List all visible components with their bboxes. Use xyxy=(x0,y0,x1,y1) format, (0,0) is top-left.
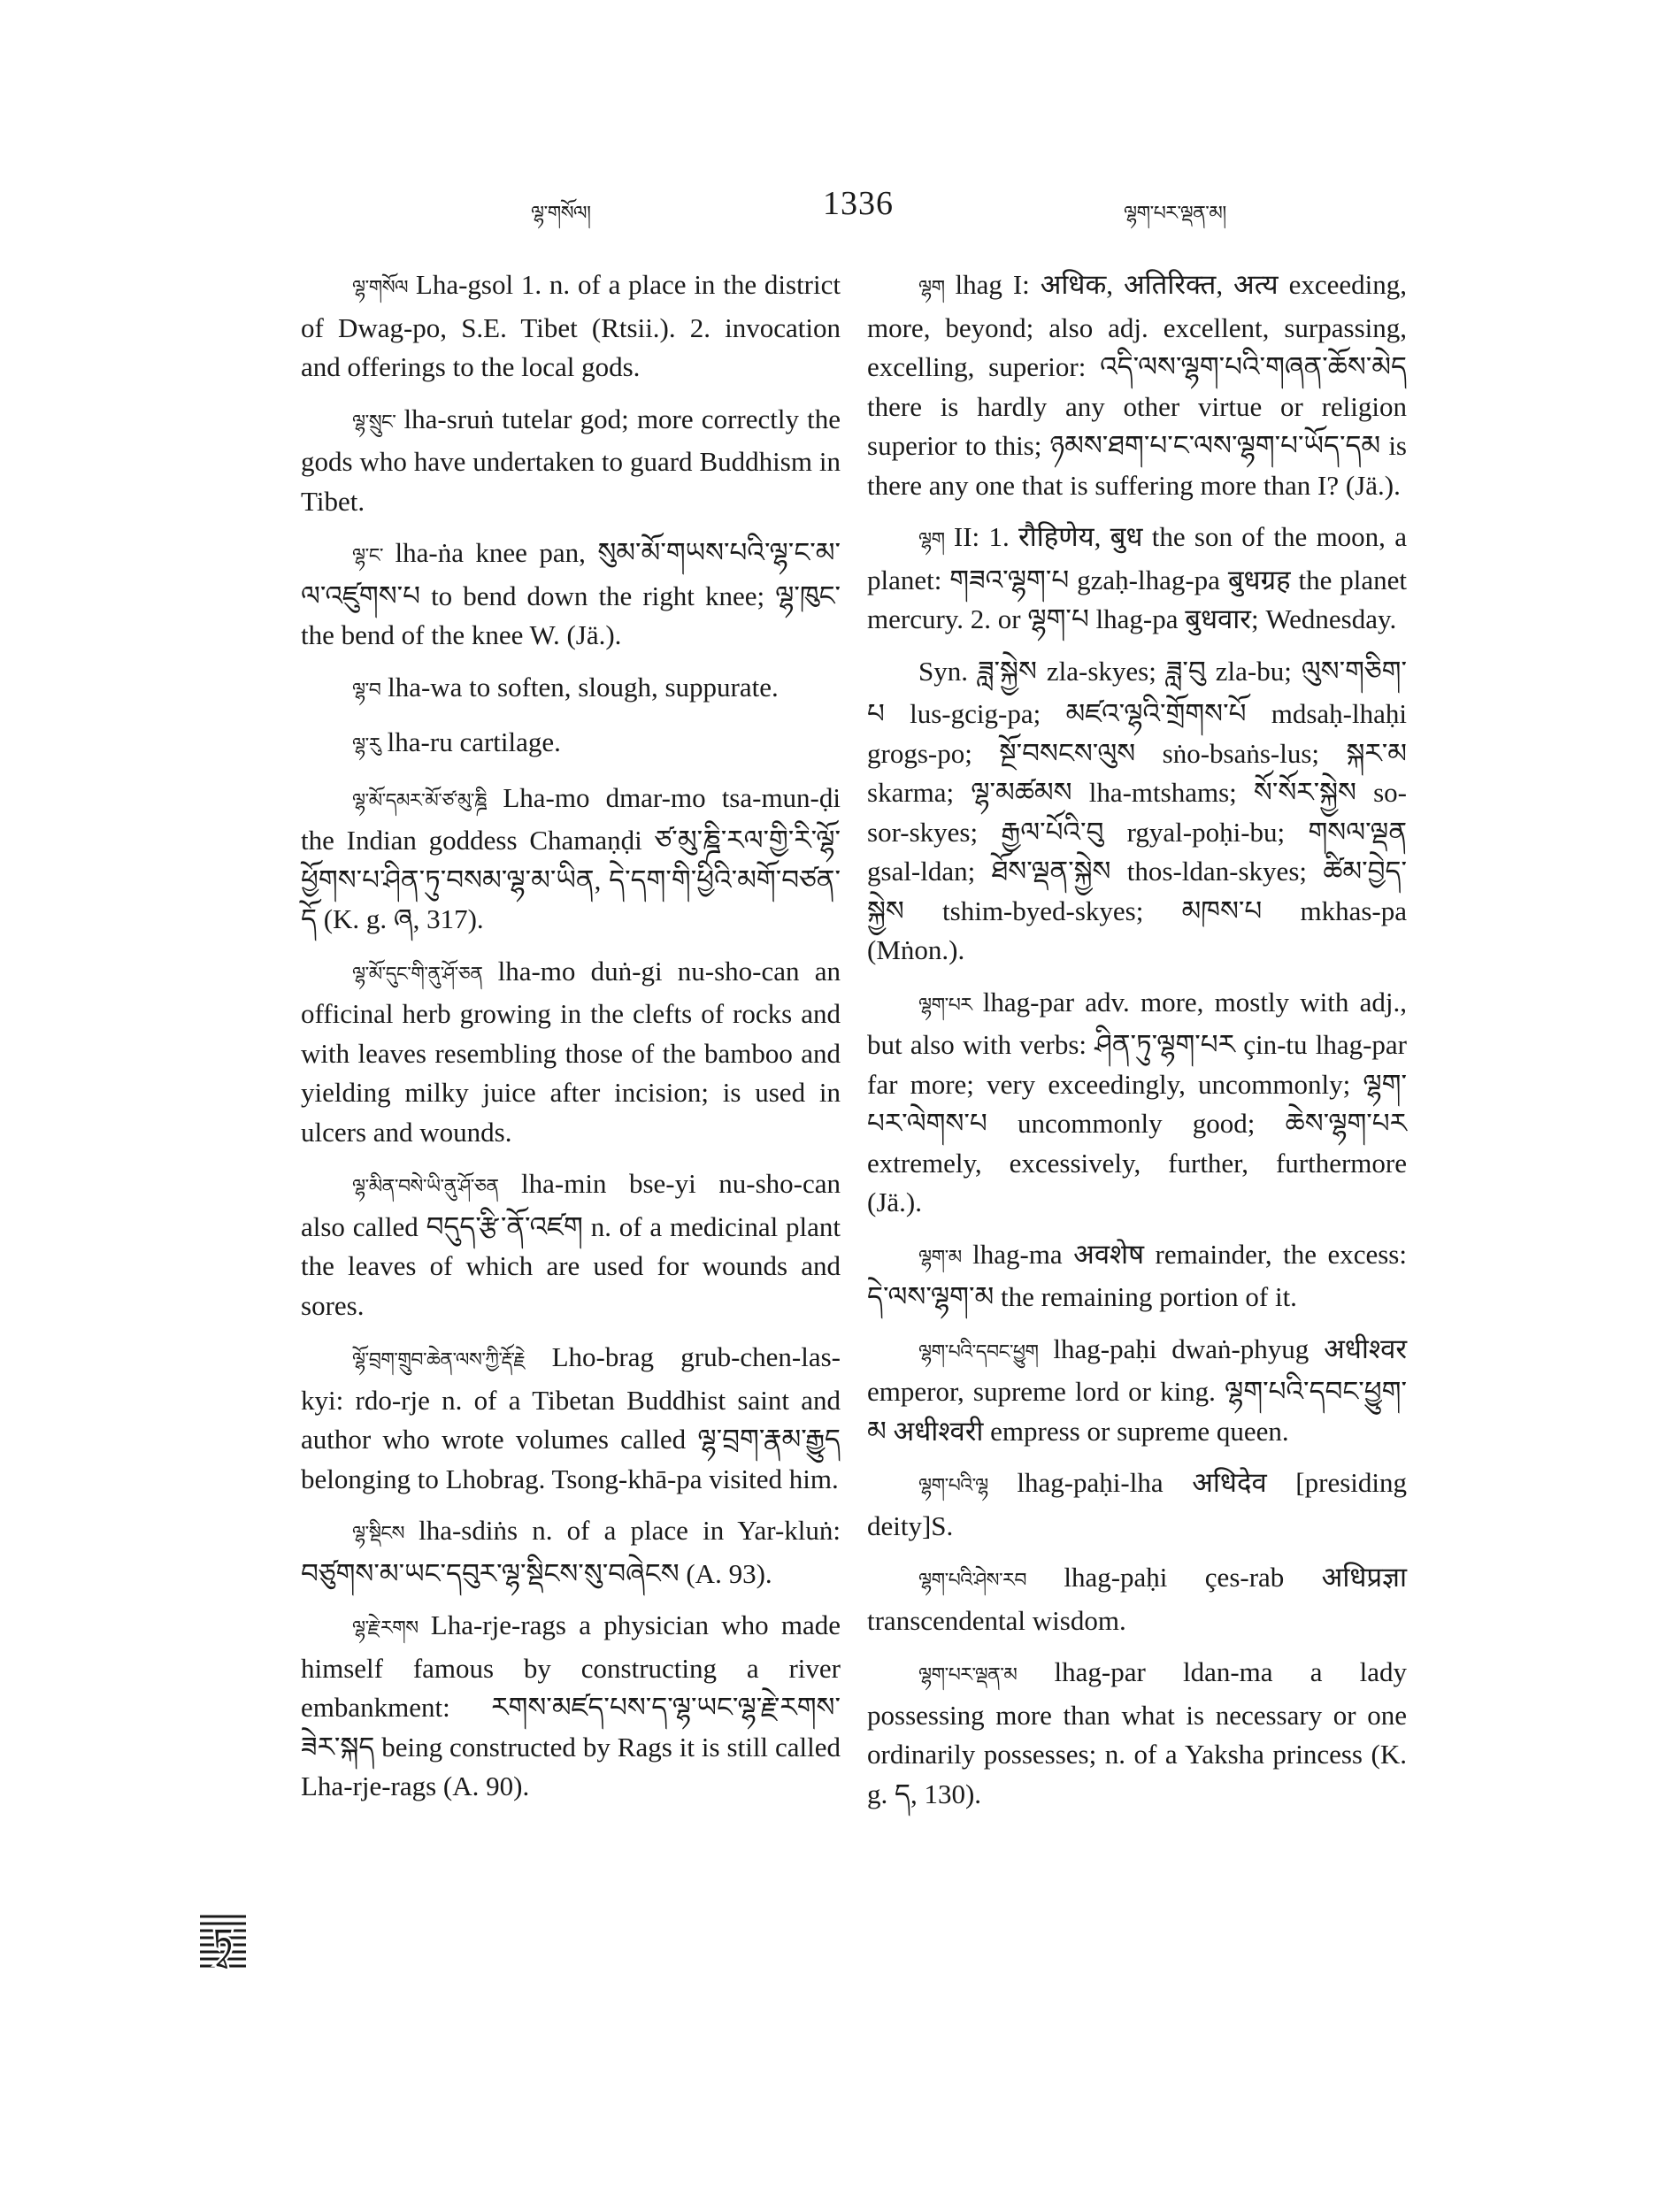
entry-text: lha-sruṅ tutelar god; more correctly the gods who have undertaken to guard Buddhism in Tibet. xyxy=(301,403,841,517)
entry-text: Lha-mo dmar-mo tsa-mun-ḍi the Indian goddess Chamaṇḍi ཙ་མུ་ཎྜི་རལ་གྱི་རི་ལྷོ་ཕྱོགས་པ་ཤིན་ཏུ་བསམ་ལྷ་མ་ཡིན, དེ་དག་གི་ཕྱིའི་མགོ་བཙན་དོ (K. g. ཞ, 317). xyxy=(301,781,841,934)
page-number: 1336 xyxy=(823,185,894,222)
dictionary-entry xyxy=(301,668,841,711)
entry-text: lhag-paḥi çes-rab अधिप्रज्ञा transcendental wisdom. xyxy=(867,1562,1407,1636)
entry-tibetan: ལྷག་པར xyxy=(918,994,972,1017)
entry-text: Lho-brag grub-chen-las-kyi: rdo-rje n. of a Tibetan Buddhist saint and author who wrote volumes called ལྷ་བྲག་རྣམ་རྒྱུད belonging to Lhobrag. Tsong-khā-pa visited him. xyxy=(301,1341,841,1494)
entry-text: lhag-par adv. more, mostly with adj., but also with verbs: ཤིན་ཏུ་ལྷག་པར çin-tu lhag-par far more; very exceedingly, uncommonly; ལྷག་པར་ལེགས་པ uncommonly good; ཆེས་ལྷག་པར extremely, excessively, further, furthermore (Jä.). xyxy=(867,986,1407,1217)
dictionary-entry xyxy=(301,1338,841,1499)
entry-tibetan: ལྷག་པའི་ཤེས་རབ xyxy=(918,1570,1026,1592)
dictionary-entry xyxy=(301,723,841,766)
entry-text: lha-wa to soften, slough, suppurate. xyxy=(380,671,779,703)
header-right-word: ལྷག་པར་ལྡན་མ། xyxy=(1124,203,1226,225)
entry-text: Lha-gsol 1. n. of a place in the district of Dwag-po, S.E. Tibet (Rtsii.). 2. invocation and offerings to the local gods. xyxy=(301,269,841,382)
dictionary-entry xyxy=(301,779,841,940)
entry-text: lhag-paḥi-lha अधिदेव [presiding deity]S. xyxy=(867,1467,1407,1541)
dictionary-entry xyxy=(867,1463,1407,1546)
dictionary-entry xyxy=(301,534,841,656)
entry-text: lhag-ma अवशेष remainder, the excess: དེ་ལས་ལྷག་མ the remaining portion of it. xyxy=(867,1238,1407,1312)
dictionary-entry xyxy=(867,1653,1407,1814)
entry-text: lha-min bse-yi nu-sho-can also called བདུད་རྩི་ནོ་འཛག n. of a medicinal plant the leaves of which are used for wounds and sores. xyxy=(301,1168,841,1321)
right-column xyxy=(867,265,1407,1826)
entry-tibetan: ལྷ་མོ་དུང་གི་ནུ་ཤོ་ཅན xyxy=(352,963,483,986)
entry-tibetan: ལྷག་པའི་དབང་ཕྱུག xyxy=(918,1340,1039,1363)
entry-tibetan: ལྷོ་བྲག་གྲུབ་ཆེན་ལས་ཀྱི་རྡོ་རྗེ xyxy=(352,1349,526,1371)
entry-text: lhag-par ldan-ma a lady possessing more than what is necessary or one ordinarily possesses; n. of a Yaksha princess (K. g. ད, 130). xyxy=(867,1656,1407,1809)
entry-tibetan: ལྷ་མོ་དམར་མོ་ཙ་མུ་ཎྜི xyxy=(352,789,488,812)
entry-text: II: 1. रौहिणेय, बुध the son of the moon, a planet: གཟའ་ལྷག་པ gzaḥ-lhag-pa बुधग्रह the planet mercury. 2. or ལྷག་པ lhag-pa बुधवार; Wednesday. xyxy=(867,521,1407,634)
entry-text: lha-sdiṅs n. of a place in Yar-kluṅ: བཙུགས་མ་ཡང་དབུར་ལྷ་སྡིངས་སུ་བཞེངས (A. 93). xyxy=(301,1515,841,1589)
entry-tibetan: ལྷ་སྲུང་ xyxy=(352,411,396,434)
entry-tibetan: ལྷ་མིན་བསེ་ཡི་ནུ་ཤོ་ཅན xyxy=(352,1176,499,1198)
dictionary-entry xyxy=(867,1235,1407,1317)
entry-text: lha-ṅa knee pan, སུམ་མོ་གཡས་པའི་ལྷ་ང་མ་ལ་འཛུགས་པ to bend down the right knee; ལྷ་ཁུང་ the bend of the knee W. (Jä.). xyxy=(301,537,841,650)
dictionary-entry xyxy=(867,1330,1407,1452)
dictionary-entry xyxy=(867,983,1407,1223)
entry-tibetan: ལྷག xyxy=(918,277,945,299)
dictionary-entry xyxy=(301,1511,841,1594)
dictionary-entry xyxy=(301,265,841,388)
entry-tibetan: ལྷག་པའི་ལྷ xyxy=(918,1475,988,1497)
entry-tibetan: ལྷ་གསོལ xyxy=(352,277,409,299)
entry-text: lha-ru cartilage. xyxy=(380,726,561,757)
dictionary-entry xyxy=(301,1164,841,1325)
dictionary-entry xyxy=(867,265,1407,505)
entry-tibetan: ལྷ་རུ xyxy=(352,734,380,757)
dictionary-entry xyxy=(867,518,1407,640)
entry-text: lhag I: अधिक, अतिरिक्त, अत्य exceeding, more, beyond; also adj. excellent, surpassing, excelling, superior: འདི་ལས་ལྷག་པའི་གཞན་ཆོས་མེད there is hardly any other virtue or religion superior to this; ཉམས་ཐག་པ་ང་ལས་ལྷག་པ་ཡོད་དམ is there any one that is suffering more than I? (Jä.). xyxy=(867,269,1407,501)
dictionary-entry xyxy=(301,400,841,522)
header-left-word: ལྷ་གསོལ། xyxy=(531,203,591,225)
entry-tibetan: ལྷག xyxy=(918,529,945,551)
entry-tibetan: ལྷག་མ xyxy=(918,1246,962,1269)
dictionary-entry xyxy=(867,1558,1407,1640)
dictionary-entry xyxy=(301,952,841,1153)
entry-tibetan: ལྷ་ང་ xyxy=(352,545,384,567)
entry-tibetan: ལྷག་པར་ལྡན་མ xyxy=(918,1664,1018,1686)
entry-text: Lha-rje-rags a physician who made himself famous by constructing a river embankment: རགས་མཛད་པས་ད་ལྷ་ཡང་ལྷ་རྗེ་རགས་ཟེར་སྐད being constructed by Rags it is still called Lha-rje-rags (A. 90). xyxy=(301,1609,841,1801)
entry-text: lha-mo duṅ-gi nu-sho-can an officinal herb growing in the clefts of rocks and with leaves resembling those of the bamboo and yielding milky juice after incision; is used in ulcers and wounds. xyxy=(301,955,841,1148)
margin-letter-mark xyxy=(196,1911,250,1975)
entry-tibetan: ལྷ་རྗེ་རགས xyxy=(352,1617,419,1640)
page-header xyxy=(292,184,1407,237)
entry-tibetan: ལྷ་སྡིངས xyxy=(352,1523,404,1545)
entry-tibetan: ལྷ་བ xyxy=(352,679,381,702)
left-column xyxy=(301,265,841,1819)
entry-text: Syn. ཟླ་སྐྱེས zla-skyes; ཟླ་བུ zla-bu; ལུས་གཅིག་པ lus-gcig-pa; མཛའ་ལྷའི་གྲོགས་པོ mdsaḥ-lhaḥi grogs-po; སྔོ་བསངས་ལུས sṅo-bsaṅs-lus; སྐར་མ skarma; ལྷ་མཚམས lha-mtshams; སོ་སོར་སྐྱེས so-sor-skyes; རྒྱལ་པོའི་བུ rgyal-poḥi-bu; གསལ་ལྡན gsal-ldan; ཐོས་ལྡན་སྐྱེས thos-ldan-skyes; ཚིམ་བྱེད་སྐྱེས tshim-byed-skyes; མཁས་པ mkhas-pa (Mṅon.). xyxy=(867,655,1407,965)
margin-letter: ཏྭ xyxy=(212,1922,234,1962)
entry-text: lhag-paḥi dwaṅ-phyug अधीश्वर emperor, supreme lord or king. ལྷག་པའི་དབང་ཕྱུག་མ अधीश्वरी empress or supreme queen. xyxy=(867,1333,1407,1447)
dictionary-entry xyxy=(301,1606,841,1807)
dictionary-entry xyxy=(867,652,1407,971)
